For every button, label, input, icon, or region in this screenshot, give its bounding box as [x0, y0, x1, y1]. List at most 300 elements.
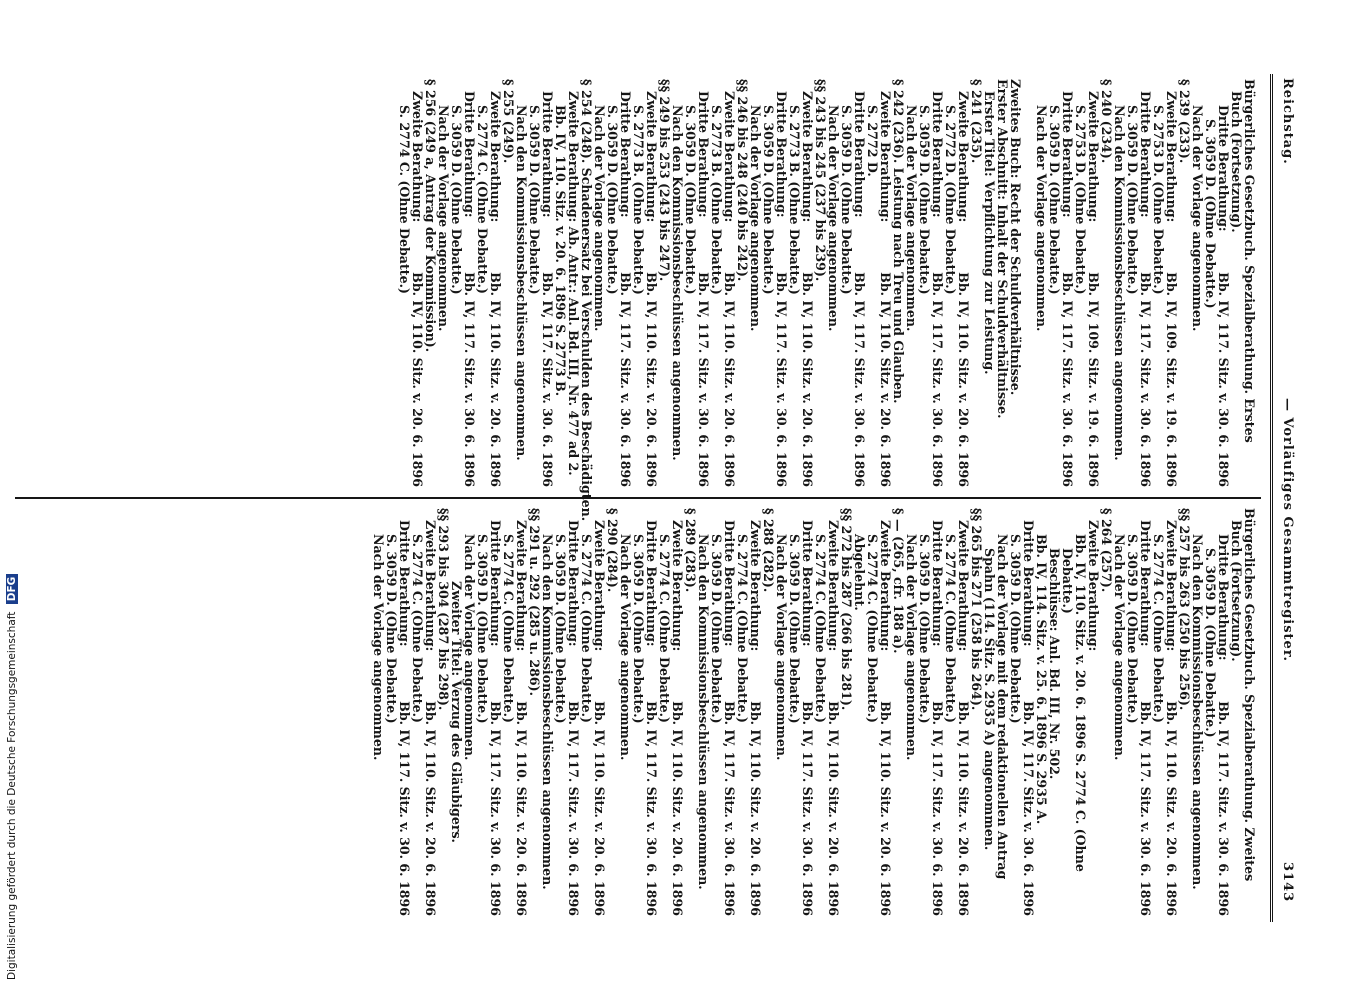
register-line: [1191, 508, 1204, 916]
register-line: [1035, 79, 1048, 487]
register-line-reference: Bb. IV, 117. Sitz. v. 30. 6. 1896: [1216, 701, 1231, 916]
register-line-reference: Bb. IV, 117. Sitz. v. 30. 6. 1896: [852, 272, 867, 487]
register-line: [1165, 79, 1178, 487]
register-line-text: Dritte Berathung:: [1138, 91, 1153, 218]
register-line: [1061, 79, 1074, 487]
register-line: [853, 508, 866, 916]
register-line-text: Dritte Berathung:: [1060, 91, 1075, 218]
register-line-text: S. 3059 D. (Ohne Debatte.): [683, 105, 698, 295]
register-line-text: S. 2774 C. (Ohne Debatte.): [813, 534, 828, 723]
register-line: [970, 508, 983, 916]
register-line-text: S. 3059 D. (Ohne Debatte.): [553, 534, 568, 724]
register-line: [1191, 79, 1204, 487]
register-line-text: § — (265, cfr. 188 a).: [891, 508, 906, 654]
register-line-text: Zweite Berathung:: [748, 520, 763, 652]
register-line: [619, 508, 632, 916]
register-line-text: Dritte Berathung:: [644, 520, 659, 647]
register-line: [671, 508, 684, 916]
register-line: [1165, 508, 1178, 916]
register-line: [931, 508, 944, 916]
register-line: [450, 508, 463, 916]
register-line-reference: Bb. IV, 117. Sitz. v. 30. 6. 1896: [930, 272, 945, 487]
register-line: [1204, 508, 1217, 916]
register-line-text: Dritte Berathung:: [1021, 520, 1036, 647]
register-line: [593, 79, 606, 487]
register-line-text: Nach der Vorlage angenommen.: [904, 534, 919, 761]
register-line-text: Dritte Berathung:: [1138, 520, 1153, 647]
register-line-reference: Bb. IV, 110. Sitz. v. 20. 6. 1896: [670, 701, 685, 916]
register-line: [762, 79, 775, 487]
register-line: [658, 79, 671, 487]
register-line-text: S. 2773 B. (Ohne Debatte.): [709, 105, 724, 295]
register-line-reference: Bb. IV, 110. Sitz. v. 20. 6. 1896: [514, 701, 529, 916]
register-line-text: S. 2772 D.: [865, 105, 880, 177]
register-line: [814, 79, 827, 487]
register-line: [1074, 508, 1087, 916]
register-line-reference: Bb. IV, 110. Sitz. v. 20. 6. 1896: [748, 701, 763, 916]
register-line: [1100, 79, 1113, 487]
register-line: [580, 508, 593, 916]
register-line-text: Spahn (114. Sitz. S. 2935 A) angenommen.: [982, 548, 997, 851]
register-line-text: S. 3059 D. (Ohne Debatte.): [449, 105, 464, 295]
register-line: [567, 508, 580, 916]
register-line-text: S. 3059 D. (Ohne Debatte.): [1203, 119, 1218, 309]
register-line-reference: Bb. IV, 110. Sitz. v. 20. 6. 1896: [956, 701, 971, 916]
register-line: [450, 79, 463, 487]
register-line: [385, 508, 398, 916]
register-line: [424, 79, 437, 487]
register-line-text: § 240 (234).: [1099, 79, 1114, 164]
register-line-text: Zweite Berathung:: [800, 91, 815, 223]
digitization-footer: [6, 0, 18, 980]
register-line-text: Nach der Vorlage angenommen.: [462, 534, 477, 761]
register-line: [579, 79, 594, 522]
register-line-text: S. 3059 D. (Ohne Debatte.): [1008, 534, 1023, 724]
register-line-reference: Bb. IV, 110. Sitz. v. 20. 6. 1896: [878, 701, 893, 916]
register-line-text: Nach den Kommissionsbeschlüssen angenommen.: [1190, 534, 1205, 890]
register-line: [1243, 79, 1256, 487]
register-line-text: §§ 272 bis 287 (266 bis 281).: [839, 508, 854, 711]
register-line-text: Zweiter Titel: Verzug des Gläubigers.: [449, 581, 464, 843]
dfg-logo: DFG: [6, 574, 18, 605]
register-line-reference: Bb. IV, 117. Sitz. v. 30. 6. 1896: [566, 701, 581, 916]
register-line-reference: Bb. IV, 110. Sitz. v. 20. 6. 1896: [1164, 701, 1179, 916]
register-line: [567, 79, 580, 487]
register-line-text: Nach der Vorlage angenommen.: [618, 534, 633, 761]
register-line-text: § 290 (284).: [605, 508, 620, 593]
register-line-text: Nach der Vorlage angenommen.: [1190, 105, 1205, 332]
register-line-text: S. 3059 D. (Ohne Debatte.): [475, 534, 490, 724]
register-line-text: Abgelehnt.: [852, 534, 867, 611]
register-line-reference: Bb. IV, 117. Sitz. v. 30. 6. 1896: [540, 272, 555, 487]
register-line-text: Zweite Berathung: Ab. Antr.: Anl. Bd. III, Nr. 477 ad 2.: [566, 91, 581, 476]
register-line: [645, 508, 658, 916]
register-line-reference: Bb. IV, 110. Sitz. v. 20. 6. 1896: [722, 272, 737, 487]
register-line: [671, 79, 684, 487]
register-line: [853, 79, 866, 487]
register-line: [814, 508, 827, 916]
register-line-text: Bb. IV, 114. Sitz. v. 25. 6. 1896 S. 2935 A.: [1034, 534, 1049, 825]
register-line-text: Nach der Vorlage angenommen.: [1112, 534, 1127, 761]
register-line: [684, 508, 697, 916]
register-line: [723, 508, 736, 916]
register-line: [788, 508, 801, 916]
register-line: [931, 79, 944, 487]
register-line: [463, 79, 476, 487]
register-line-text: Dritte Berathung:: [397, 520, 412, 647]
register-line-text: S. 3059 D. (Ohne Debatte.): [1125, 534, 1140, 724]
register-line-reference: Bb. IV, 117. Sitz. v. 30. 6. 1896: [930, 701, 945, 916]
register-line: [476, 79, 489, 487]
register-line-text: Zweite Berathung:: [488, 91, 503, 223]
register-line: [1126, 79, 1139, 487]
register-line-text: Zweites Buch: Recht der Schuldverhältnisse.: [1008, 79, 1023, 396]
register-line-text: Dritte Berathung:: [540, 91, 555, 218]
register-line: [1126, 508, 1139, 916]
register-line-text: Nach der Vorlage angenommen.: [1034, 105, 1049, 332]
register-line: [541, 508, 554, 916]
register-line-text: S. 3059 D. (Ohne Debatte.): [917, 534, 932, 724]
register-line: [801, 79, 814, 487]
register-line-reference: Bb. IV, 117. Sitz. v. 30. 6. 1896: [1021, 701, 1036, 916]
register-line-text: Dritte Berathung:: [930, 520, 945, 647]
register-line-text: Dritte Berathung:: [800, 520, 815, 647]
register-line-text: § 264 (257).: [1099, 508, 1114, 593]
register-line: [1178, 79, 1191, 487]
register-line-text: Beschlüsse: Anl. Bd. III, Nr. 502.: [1047, 548, 1062, 780]
page-number: 3143: [1280, 862, 1295, 903]
register-line: [918, 79, 931, 487]
register-line-text: Dritte Berathung:: [1216, 534, 1231, 661]
register-line-text: S. 3059 D. (Ohne Debatte.): [1203, 548, 1218, 738]
register-line: [1113, 79, 1126, 487]
register-line: [970, 79, 983, 487]
register-line: [1022, 508, 1035, 916]
register-line-text: Nach der Vorlage angenommen.: [774, 534, 789, 761]
register-line: [710, 508, 723, 916]
register-line-text: Erster Abschnitt: Inhalt der Schuldverhältnisse.: [995, 79, 1010, 419]
register-line-text: S. 2774 C. (Ohne Debatte.): [475, 105, 490, 294]
register-line-text: § 239 (233).: [1177, 79, 1192, 164]
register-line: [1087, 508, 1100, 916]
register-line-text: Zweite Berathung:: [644, 91, 659, 223]
register-line-text: S. 3059 D. (Ohne Debatte.): [761, 105, 776, 295]
register-line-text: Dritte Berathung:: [774, 91, 789, 218]
register-line-reference: Bb. IV, 117. Sitz. v. 30. 6. 1896: [800, 701, 815, 916]
register-line-text: S. 2753 D. (Ohne Debatte.): [1151, 105, 1166, 295]
register-line-text: Zweite Berathung:: [956, 91, 971, 223]
register-line: [619, 79, 632, 487]
register-line: [593, 508, 606, 916]
register-line: [775, 508, 788, 916]
register-line-text: Zweite Berathung:: [1086, 91, 1101, 223]
register-line-text: §§ 243 bis 245 (237 bis 239).: [813, 79, 828, 282]
register-line: [801, 508, 814, 916]
register-line-text: Zweite Berathung:: [514, 520, 529, 652]
register-line: [515, 79, 528, 487]
register-line: [515, 508, 528, 916]
header-title: — Vorläufiges Gesammtregister.: [1280, 397, 1295, 663]
register-line: [1217, 508, 1230, 916]
register-line-text: S. 3059 D. (Ohne Debatte.): [527, 105, 542, 295]
register-line: [918, 508, 931, 916]
register-line-text: Bb. IV, 110. Sitz. v. 20. 6. 1896 S. 2773 B.: [553, 105, 568, 397]
register-line-text: S. 2774 C. (Ohne Debatte.): [579, 534, 594, 723]
column-divider: [15, 497, 1261, 499]
register-line: [632, 508, 645, 916]
register-line: [879, 79, 892, 487]
register-line-text: Dritte Berathung:: [618, 91, 633, 218]
register-line-reference: Bb. IV, 109. Sitz. v. 19. 6. 1896: [1086, 272, 1101, 487]
register-line-text: Dritte Berathung:: [462, 91, 477, 218]
register-line-text: Nach der Vorlage mit dem redaktionellen Antrag: [995, 534, 1010, 880]
register-line-text: S. 3059 D. (Ohne Debatte.): [384, 534, 399, 724]
register-line-reference: Bb. IV, 110. Sitz. v. 20. 6. 1896: [644, 272, 659, 487]
register-line-reference: Bb. IV, 117. Sitz. v. 30. 6. 1896: [488, 701, 503, 916]
register-line-reference: Bb. IV, 117. Sitz. v. 30. 6. 1896: [1138, 701, 1153, 916]
register-line-text: S. 2773 B. (Ohne Debatte.): [631, 105, 646, 295]
register-line-text: Nach den Kommissionsbeschlüssen angenommen.: [514, 105, 529, 461]
register-line: [372, 508, 385, 916]
register-line: [437, 508, 450, 916]
register-line: [437, 79, 450, 487]
register-line-text: Zweite Berathung:: [956, 520, 971, 652]
register-line-text: §§ 257 bis 263 (250 bis 256).: [1177, 508, 1192, 711]
register-line: [411, 79, 424, 487]
register-line: [723, 79, 736, 487]
register-line-reference: Bb. IV, 117. Sitz. v. 30. 6. 1896: [774, 272, 789, 487]
register-line-text: S. 3059 D. (Ohne Debatte.): [839, 105, 854, 295]
register-line: [1139, 79, 1152, 487]
register-line-text: Dritte Berathung:: [696, 91, 711, 218]
register-line-text: §§ 246 bis 248 (240 bis 242).: [735, 79, 750, 282]
register-line-text: § 241 (235).: [969, 79, 984, 164]
register-line: [645, 79, 658, 487]
register-line: [489, 508, 502, 916]
register-line-text: Zweite Berathung:: [1086, 520, 1101, 652]
register-line: [1178, 508, 1191, 916]
register-line-reference: Bb. IV, 110. Sitz. v. 20. 6. 1896: [878, 272, 893, 487]
register-line-text: S. 2774 C. (Ohne Debatte.): [397, 105, 412, 294]
register-line: [1217, 79, 1230, 487]
register-line-text: Bb. IV, 110. Sitz. v. 20. 6. 1896 S. 2774 C. (Ohne: [1073, 534, 1088, 872]
register-line: [736, 79, 749, 487]
register-line: [554, 508, 567, 916]
register-line-text: Dritte Berathung:: [930, 91, 945, 218]
register-line: [1048, 508, 1061, 916]
register-line-text: Bürgerliches Gesetzbuch. Spezialberathung. Zweites: [1242, 508, 1257, 882]
register-line-text: Debatte.): [1060, 548, 1075, 614]
register-line-reference: Bb. IV, 117. Sitz. v. 30. 6. 1896: [618, 272, 633, 487]
register-line: [866, 508, 879, 916]
register-line: [684, 79, 697, 487]
register-line: [905, 79, 918, 487]
register-line: [489, 79, 502, 487]
register-line-text: Nach den Kommissionsbeschlüssen angenommen.: [696, 534, 711, 890]
header-left: Reichstag.: [1280, 78, 1295, 165]
header-rule: [1270, 74, 1273, 922]
register-line-text: S. 2774 C. (Ohne Debatte.): [657, 534, 672, 723]
register-line-text: § 256 (249 a, Antrag der Kommission).: [423, 79, 438, 353]
register-line: [632, 79, 645, 487]
register-line-text: S. 3059 D. (Ohne Debatte.): [1047, 105, 1062, 295]
register-line: [996, 508, 1009, 916]
register-line: [606, 508, 619, 916]
register-line: [762, 508, 775, 916]
register-line-text: Zweite Berathung:: [722, 91, 737, 223]
register-line-text: § 288 (282).: [761, 508, 776, 593]
register-line-reference: Bb. IV, 117. Sitz. v. 30. 6. 1896: [1060, 272, 1075, 487]
register-line-text: Zweite Berathung:: [826, 520, 841, 652]
register-line: [840, 79, 853, 487]
register-line-text: Erster Titel: Verpflichtung zur Leistung.: [982, 91, 997, 375]
register-line-text: Bürgerliches Gesetzbuch. Spezialberathung. Erstes: [1242, 79, 1257, 443]
register-line: [1009, 79, 1022, 487]
register-line-text: §§ 249 bis 253 (243 bis 247).: [657, 79, 672, 282]
register-line-text: S. 2772 D. (Ohne Debatte.): [943, 105, 958, 295]
register-line-text: Dritte Berathung:: [1216, 105, 1231, 232]
register-line: [944, 79, 957, 487]
register-line-text: Dritte Berathung:: [566, 520, 581, 647]
register-line-reference: Bb. IV, 117. Sitz. v. 30. 6. 1896: [696, 272, 711, 487]
register-line-text: §§ 293 bis 304 (287 bis 298).: [436, 508, 451, 711]
register-line: [879, 508, 892, 916]
register-line: [775, 79, 788, 487]
register-line-text: § 254 (248). Schadenersatz bei Verschulden des Beschädigten.: [579, 79, 594, 522]
register-line-reference: Bb. IV, 117. Sitz. v. 30. 6. 1896: [397, 701, 412, 916]
register-line-text: Zweite Berathung:: [1164, 520, 1179, 652]
footer-text: Digitalisierung gefördert durch die Deutsche Forschungsgemeinschaft: [6, 611, 18, 980]
register-line: [697, 508, 710, 916]
register-line-text: § 255 (249).: [501, 79, 516, 164]
register-line-text: Zweite Berathung:: [878, 520, 893, 652]
register-line: [983, 508, 996, 916]
register-line: [749, 79, 762, 487]
register-line-text: S. 2774 C. (Ohne Debatte.): [410, 534, 425, 723]
register-line-text: Nach der Vorlage angenommen.: [826, 105, 841, 332]
register-line-text: Nach der Vorlage angenommen.: [371, 534, 386, 761]
left-column: [397, 79, 1257, 522]
register-line: [788, 79, 801, 487]
register-line-reference: Bb. IV, 110. Sitz. v. 20. 6. 1896: [826, 701, 841, 916]
register-line-text: S. 3059 D. (Ohne Debatte.): [631, 534, 646, 724]
register-line: [1113, 508, 1126, 916]
register-line: [1048, 79, 1061, 487]
register-line-reference: Bb. IV, 117. Sitz. v. 30. 6. 1896: [462, 272, 477, 487]
register-line: [905, 508, 918, 916]
register-line: [827, 79, 840, 487]
register-line-text: S. 2753 D. (Ohne Debatte.): [1073, 105, 1088, 295]
register-line-text: S. 3059 D. (Ohne Debatte.): [917, 105, 932, 295]
register-line-text: §§ 265 bis 271 (258 bis 264).: [969, 508, 984, 711]
register-line-text: S. 3059 D. (Ohne Debatte.): [605, 105, 620, 295]
register-line: [541, 79, 554, 487]
register-line-text: Zweite Berathung:: [423, 520, 438, 652]
register-line: [528, 79, 541, 487]
register-line-reference: Bb. IV, 110. Sitz. v. 20. 6. 1896: [423, 701, 438, 916]
register-line-text: Nach den Kommissionsbeschlüssen angenommen.: [670, 105, 685, 461]
register-line-reference: Bb. IV, 110. Sitz. v. 20. 6. 1896: [800, 272, 815, 487]
register-line-text: S. 2774 C. (Ohne Debatte.): [501, 534, 516, 723]
register-line: [1087, 79, 1100, 487]
register-line: [528, 508, 541, 916]
register-line-text: Nach der Vorlage angenommen.: [904, 105, 919, 332]
register-line: [1139, 508, 1152, 916]
register-line: [554, 79, 567, 487]
register-line: [398, 79, 411, 487]
register-line: [996, 79, 1009, 487]
register-line-text: Zweite Berathung:: [410, 91, 425, 223]
register-line: [424, 508, 437, 916]
register-line: [1230, 508, 1243, 916]
register-line-text: Zweite Berathung:: [878, 91, 893, 223]
register-line: [1152, 79, 1165, 487]
register-line: [1074, 79, 1087, 487]
register-line: [1061, 508, 1074, 916]
register-line: [606, 79, 619, 487]
register-line: [398, 508, 411, 916]
register-line: [1022, 79, 1035, 487]
register-line: [697, 79, 710, 487]
register-line-text: Buch (Fortsetzung).: [1229, 520, 1244, 662]
register-line-text: Dritte Berathung:: [852, 91, 867, 218]
register-line: [1009, 508, 1022, 916]
register-line-text: S. 3059 D. (Ohne Debatte.): [709, 534, 724, 724]
register-line-reference: Bb. IV, 110. Sitz. v. 20. 6. 1896: [410, 272, 425, 487]
register-line: [502, 508, 515, 916]
register-line-text: § 289 (283).: [683, 508, 698, 593]
register-line: [658, 508, 671, 916]
register-line-text: S. 2774 C. (Ohne Debatte.): [865, 534, 880, 723]
register-line: [1204, 79, 1217, 487]
register-line: [1230, 79, 1243, 487]
register-line-reference: Bb. IV, 117. Sitz. v. 30. 6. 1896: [722, 701, 737, 916]
register-line-text: Zweite Berathung:: [1164, 91, 1179, 223]
register-line: [749, 508, 762, 916]
register-line-reference: Bb. IV, 117. Sitz. v. 30. 6. 1896: [644, 701, 659, 916]
register-line: [736, 508, 749, 916]
register-line-reference: Bb. IV, 109. Sitz. v. 19. 6. 1896: [1164, 272, 1179, 487]
register-line: [866, 79, 879, 487]
register-line-text: Nach der Vorlage angenommen.: [592, 105, 607, 332]
register-line-text: S. 3059 D. (Ohne Debatte.): [787, 534, 802, 724]
register-line-text: Nach den Kommissionsbeschlüssen angenommen.: [1112, 105, 1127, 461]
register-line-text: Nach der Vorlage angenommen.: [436, 105, 451, 332]
register-line: [827, 508, 840, 916]
register-line-text: Buch (Fortsetzung).: [1229, 91, 1244, 233]
register-line: [840, 508, 853, 916]
register-line: [411, 508, 424, 916]
register-line-reference: Bb. IV, 117. Sitz. v. 30. 6. 1896: [1138, 272, 1153, 487]
register-line-text: § 242 (236). Leistung nach Treu und Glauben.: [891, 79, 906, 404]
register-line-reference: Bb. IV, 110. Sitz. v. 20. 6. 1896: [592, 701, 607, 916]
register-line-text: S. 2774 C. (Ohne Debatte.): [943, 534, 958, 723]
register-line-text: §§ 291 u. 292 (285 u. 286).: [527, 508, 542, 697]
register-line-text: Zweite Berathung:: [592, 520, 607, 652]
register-line-text: S. 2774 C. (Ohne Debatte.): [735, 534, 750, 723]
register-line: [957, 79, 970, 487]
register-line: [1152, 508, 1165, 916]
register-line: [892, 508, 905, 916]
register-line: [463, 508, 476, 916]
register-line-text: S. 2774 C. (Ohne Debatte.): [1151, 534, 1166, 723]
register-line: [476, 508, 489, 916]
register-line: [983, 79, 996, 487]
register-line-text: Nach der Vorlage angenommen.: [748, 105, 763, 332]
right-column: [372, 508, 1256, 916]
register-line-text: Nach den Kommissionsbeschlüssen angenommen.: [540, 534, 555, 890]
register-line: [944, 508, 957, 916]
